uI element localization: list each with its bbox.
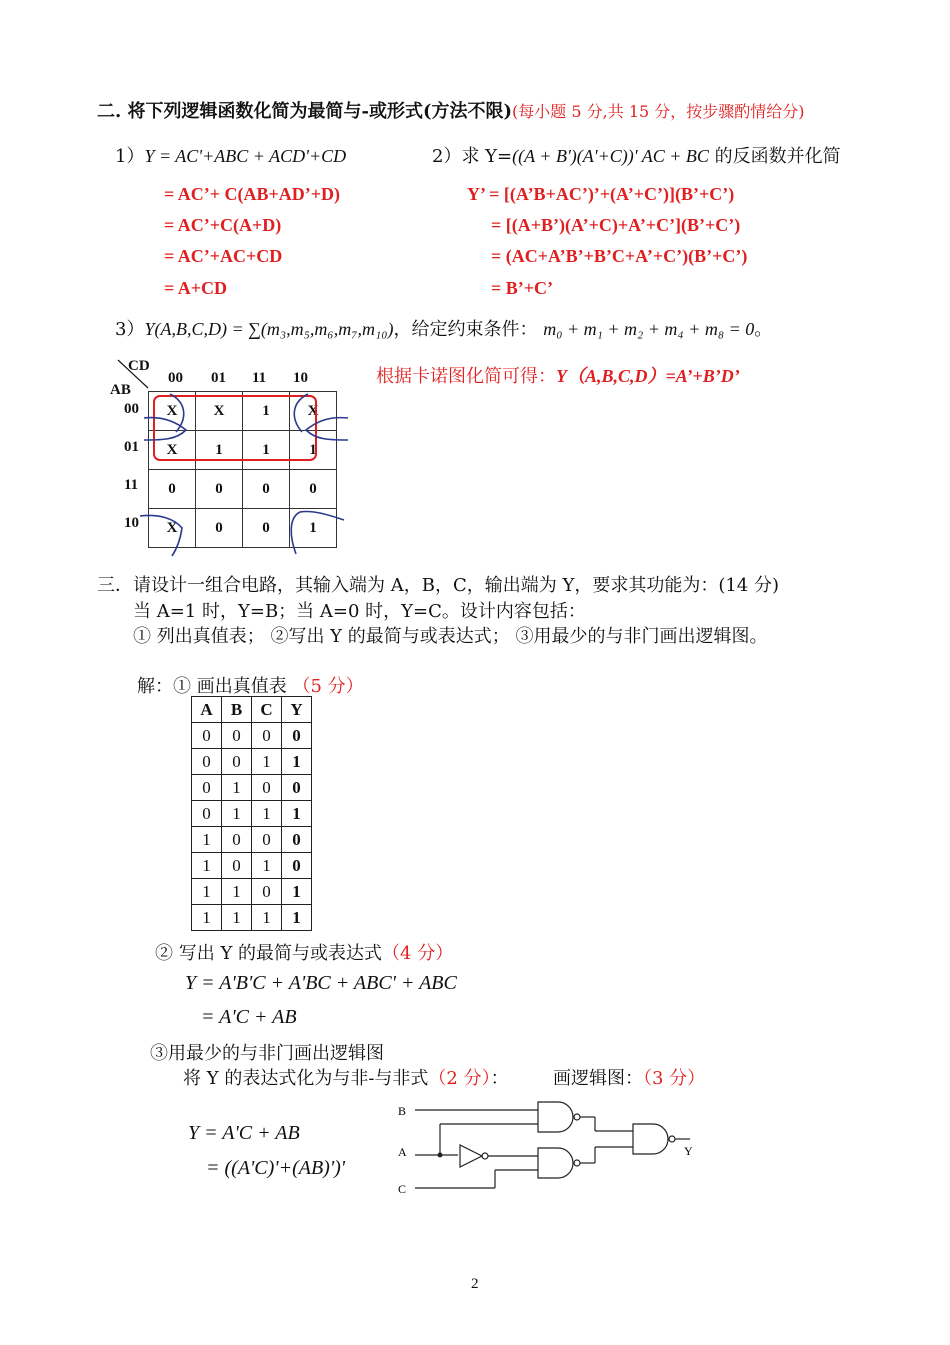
tt-header: B <box>222 697 252 723</box>
logic-circuit <box>390 1095 720 1205</box>
nand-gate-output <box>633 1124 668 1154</box>
tt-cell: 1 <box>222 775 252 801</box>
kmap-cell: 1 <box>196 431 243 470</box>
tt-cell: 1 <box>282 879 312 905</box>
kmap-cell: 0 <box>290 470 337 509</box>
section3-line2: 当 A=1 时，Y=B；当 A=0 时，Y=C。设计内容包括： <box>133 601 586 622</box>
kmap-col-header: 00 <box>168 370 183 386</box>
tt-cell: 1 <box>282 801 312 827</box>
truth-table-row <box>192 905 312 931</box>
kmap-ab-label: AB <box>110 382 131 398</box>
q2-statement: 2）求 Y=((A + B')(A'+C))' AC + BC 的反函数并化简 <box>432 146 841 167</box>
tt-cell: 0 <box>192 801 222 827</box>
truth-table-row <box>192 723 312 749</box>
sol2-label: ② 写出 Y 的最简与或表达式（4 分） <box>155 943 454 964</box>
tt-cell: 1 <box>252 853 282 879</box>
truth-table-row <box>192 801 312 827</box>
kmap-row-header: 00 <box>124 401 139 417</box>
kmap-blue-group-right <box>306 418 348 440</box>
kmap-cell: 1 <box>290 509 337 548</box>
tt-cell: 0 <box>192 723 222 749</box>
circuit-label-c: C <box>398 1182 407 1196</box>
kmap-groupings <box>110 358 350 558</box>
circuit-label-y: Y <box>684 1144 693 1158</box>
tt-header: A <box>192 697 222 723</box>
truth-table-row <box>192 775 312 801</box>
tt-cell: 1 <box>192 905 222 931</box>
tt-cell: 0 <box>192 749 222 775</box>
truth-table-row <box>192 749 312 775</box>
kmap-blue-group-bottom-left <box>140 516 182 557</box>
kmap-cell: X <box>149 392 196 431</box>
kmap-cell: X <box>149 431 196 470</box>
nand-top-bubble <box>574 1114 580 1120</box>
kmap-cell: 0 <box>196 509 243 548</box>
tt-cell: 1 <box>192 827 222 853</box>
sol3-draw: 画逻辑图：（3 分） <box>553 1068 706 1089</box>
tt-cell: 1 <box>252 749 282 775</box>
q2-step-1: Y’ = [(A’B+AC’)’+(A’+C’)](B’+C’) <box>467 184 735 204</box>
tt-cell: 1 <box>222 879 252 905</box>
truth-table-row <box>192 827 312 853</box>
truth-table-row <box>192 879 312 905</box>
truth-table <box>191 696 312 931</box>
tt-cell: 1 <box>252 905 282 931</box>
truth-table-header <box>192 697 312 723</box>
kmap-cell: 1 <box>290 431 337 470</box>
kmap-cell: X <box>290 392 337 431</box>
kmap-cd-label: CD <box>128 358 150 374</box>
tt-cell: 0 <box>192 775 222 801</box>
final-expr-2: = ((A'C)'+(AB)')' <box>206 1157 346 1179</box>
kmap-col-header: 10 <box>293 370 308 386</box>
final-expr-1: Y = A'C + AB <box>188 1122 300 1144</box>
tt-header: C <box>252 697 282 723</box>
inverter-gate <box>460 1145 482 1167</box>
nand-output-bubble <box>669 1136 675 1142</box>
kmap-cell: X <box>196 392 243 431</box>
sol2-expr-2: = A'C + AB <box>201 1006 297 1028</box>
section2-heading: 二. 将下列逻辑函数化简为最简与-或形式(方法不限)(每小题 5 分,共 15 分，按步骤酌情给分) <box>97 101 805 122</box>
circuit-label-a: A <box>398 1145 407 1159</box>
circuit-label-b: B <box>398 1104 407 1118</box>
sol3-label: ③用最少的与非门画出逻辑图 <box>150 1043 384 1064</box>
kmap-blue-group-right-top <box>294 394 308 432</box>
kmap-row-header: 11 <box>124 477 139 493</box>
kmap-row-header: 10 <box>124 515 139 531</box>
nand-bottom-bubble <box>574 1160 580 1166</box>
tt-cell: 0 <box>282 723 312 749</box>
kmap-cell: 0 <box>243 509 290 548</box>
q2-step-4: = B’+C’ <box>491 278 554 298</box>
q1-step-4: = A+CD <box>164 278 228 298</box>
kmap-cell: 1 <box>243 431 290 470</box>
tt-cell: 1 <box>192 853 222 879</box>
tt-cell: 1 <box>282 905 312 931</box>
q2-step-2: = [(A+B’)(A’+C)+A’+C’](B’+C’) <box>491 215 741 235</box>
kmap-blue-group-bottom-right <box>291 511 344 554</box>
q3-statement: 3）Y(A,B,C,D) = ∑(m₃,m₅,m₆,m₇,m₁₀)，给定约束条件： m₀ + m₁ + m₂ + m₄ + m₈ = 0。 <box>115 319 773 340</box>
nand-gate-bottom <box>538 1148 573 1178</box>
tt-cell: 0 <box>222 853 252 879</box>
kmap-cell: 0 <box>196 470 243 509</box>
tt-cell: 0 <box>282 775 312 801</box>
kmap-col-header: 11 <box>252 370 267 386</box>
tt-header: Y <box>282 697 312 723</box>
q2-step-3: = (AC+A’B’+B’C+A’+C’)(B’+C’) <box>491 246 748 266</box>
tt-cell: 1 <box>222 905 252 931</box>
kmap-cell: X <box>149 509 196 548</box>
tt-cell: 0 <box>252 879 282 905</box>
tt-cell: 0 <box>282 827 312 853</box>
tt-cell: 1 <box>252 801 282 827</box>
kmap-row-header: 01 <box>124 439 139 455</box>
tt-cell: 0 <box>252 723 282 749</box>
kmap-cell: 0 <box>243 470 290 509</box>
tt-cell: 1 <box>282 749 312 775</box>
q1-step-2: = AC’+C(A+D) <box>164 215 282 235</box>
tt-cell: 1 <box>222 801 252 827</box>
kmap-col-header: 01 <box>211 370 226 386</box>
kmap-cell: 1 <box>243 392 290 431</box>
q1-step-3: = AC’+AC+CD <box>164 246 283 266</box>
junction-dot <box>438 1153 443 1158</box>
tt-cell: 0 <box>222 827 252 853</box>
tt-cell: 0 <box>282 853 312 879</box>
page-number: 2 <box>471 1276 479 1292</box>
sol1-label: 解：① 画出真值表 （5 分） <box>137 676 364 697</box>
q1-step-1: = AC’+ C(AB+AD’+D) <box>164 184 341 204</box>
sol3-sub: 将 Y 的表达式化为与非-与非式（2 分）： <box>183 1068 509 1089</box>
tt-cell: 0 <box>222 723 252 749</box>
kmap-result: 根据卡诺图化简可得：Y（A,B,C,D）=A’+B’D’ <box>376 366 740 387</box>
section2-points-note: (每小题 5 分,共 15 分，按步骤酌情给分) <box>512 102 805 121</box>
tt-cell: 0 <box>252 775 282 801</box>
karnaugh-map <box>110 358 350 548</box>
kmap-blue-group-left <box>144 418 186 440</box>
section3-heading: 三．请设计一组合电路，其输入端为 A，B，C，输出端为 Y，要求其功能为：(14 分) <box>97 575 779 596</box>
nand-gate-top <box>538 1102 573 1132</box>
kmap-cell: 0 <box>149 470 196 509</box>
tt-cell: 0 <box>252 827 282 853</box>
section3-line3: ① 列出真值表； ②写出 Y 的最简与或表达式； ③用最少的与非门画出逻辑图。 <box>133 626 768 647</box>
q1-statement: 1）Y = AC'+ABC + ACD'+CD <box>115 146 347 167</box>
truth-table-row <box>192 853 312 879</box>
tt-cell: 0 <box>222 749 252 775</box>
tt-cell: 1 <box>192 879 222 905</box>
sol2-expr-1: Y = A'B'C + A'BC + ABC' + ABC <box>185 972 457 994</box>
